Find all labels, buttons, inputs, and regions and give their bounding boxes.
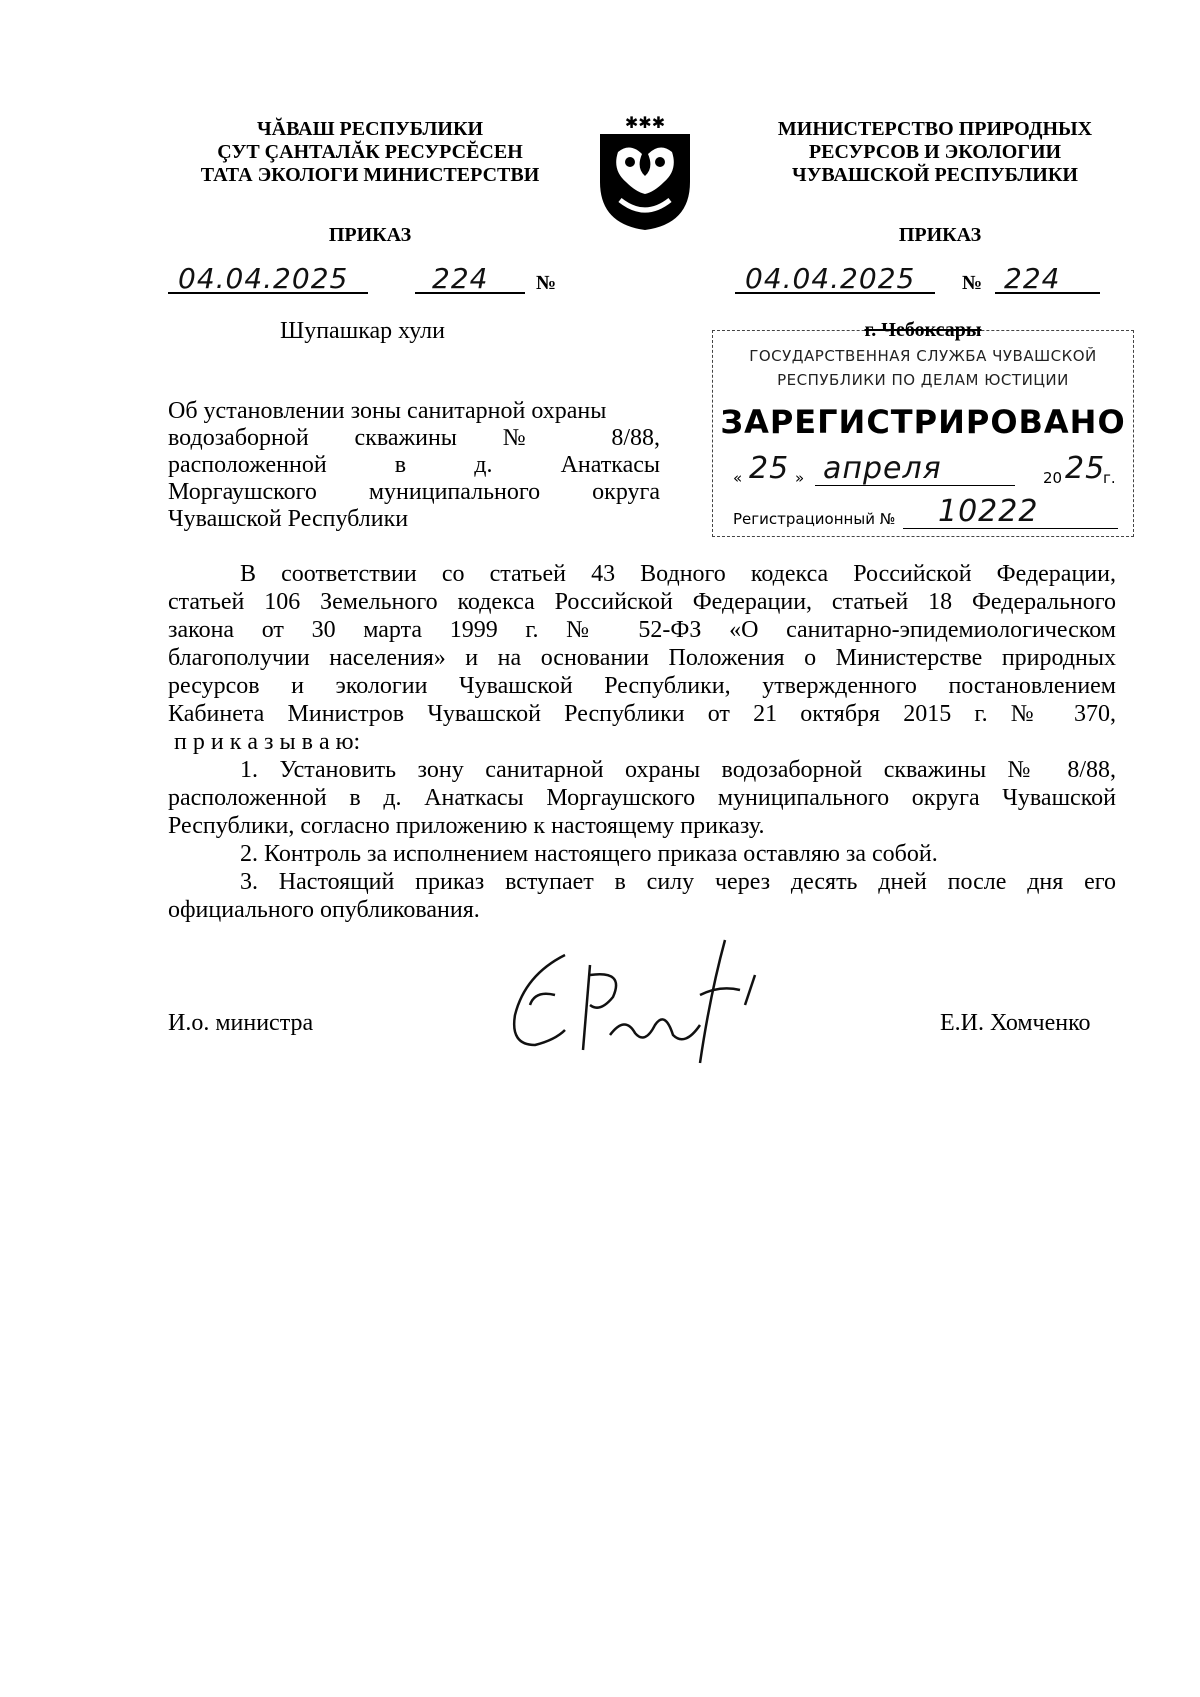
header-right bbox=[735, 118, 1135, 187]
number-sign-right: № bbox=[962, 272, 983, 294]
body-p1-line2: статьей 106 Земельного кодекса Российской Федерации, статьей 18 Федерального bbox=[168, 589, 1116, 615]
stamp-reg-label: Регистрационный № bbox=[733, 510, 896, 528]
date-right-handwritten: 04.04.2025 bbox=[745, 262, 916, 295]
stamp-month: апреля bbox=[823, 451, 942, 486]
title-line4: Моргаушского муниципального округа bbox=[168, 479, 660, 505]
header-left-line3: ТАТА ЭКОЛОГИ МИНИСТЕРСТВИ bbox=[200, 164, 540, 186]
body-p1-line5: ресурсов и экологии Чувашской Республики, утвержденного постановлением bbox=[168, 673, 1116, 699]
title-line3: расположенной в д. Анаткасы bbox=[168, 452, 660, 478]
stamp-line2: РЕСПУБЛИКИ ПО ДЕЛАМ ЮСТИЦИИ bbox=[777, 371, 1069, 389]
number-left-handwritten: 224 bbox=[432, 262, 489, 295]
stamp-month-underline bbox=[815, 485, 1015, 486]
body-item1-line2: расположенной в д. Анаткасы Моргаушского муниципального округа Чувашской bbox=[168, 785, 1116, 811]
header-right-line1: МИНИСТЕРСТВО ПРИРОДНЫХ bbox=[777, 118, 1093, 140]
city-left: Шупашкар хули bbox=[280, 318, 445, 344]
body-item1-line3: Республики, согласно приложению к настоящему приказу. bbox=[168, 813, 765, 839]
order-body bbox=[168, 560, 1116, 924]
number-right-underline bbox=[995, 292, 1100, 294]
title-line1: Об установлении зоны санитарной охраны bbox=[168, 398, 607, 424]
body-item1-line1: 1. Установить зону санитарной охраны водозаборной скважины № 8/88, bbox=[240, 757, 1116, 783]
stamp-quote-close: » bbox=[795, 469, 805, 487]
chuvash-emblem-icon bbox=[590, 112, 700, 232]
stamp-year-suffix: 25 bbox=[1065, 451, 1106, 486]
signer-name: Е.И. Хомченко bbox=[940, 1010, 1091, 1036]
stamp-line1: ГОСУДАРСТВЕННАЯ СЛУЖБА ЧУВАШСКОЙ bbox=[749, 347, 1097, 365]
body-item2: 2. Контроль за исполнением настоящего приказа оставляю за собой. bbox=[240, 841, 938, 867]
body-p1-line3: закона от 30 марта 1999 г. № 52-ФЗ «О санитарно-эпидемиологическом bbox=[168, 617, 1116, 643]
body-order-word: п р и к а з ы в а ю: bbox=[174, 729, 361, 755]
doc-type-left: ПРИКАЗ bbox=[328, 224, 412, 246]
header-left-line1: ЧĂВАШ РЕСПУБЛИКИ bbox=[256, 118, 484, 140]
number-left-underline bbox=[415, 292, 525, 294]
stamp-reg-underline bbox=[903, 528, 1118, 529]
stamp-reg-row bbox=[733, 496, 1123, 532]
registration-stamp bbox=[712, 319, 1134, 537]
doc-type-right: ПРИКАЗ bbox=[898, 224, 982, 246]
order-title bbox=[168, 398, 660, 533]
header-right-line3: ЧУВАШСКОЙ РЕСПУБЛИКИ bbox=[792, 164, 1078, 186]
stamp-year-g: г. bbox=[1103, 469, 1116, 487]
stamp-status: ЗАРЕГИСТРИРОВАНО bbox=[720, 403, 1126, 441]
header-left-line2: ÇУТ ÇАНТАЛĂК РЕСУРСĔСЕН bbox=[217, 141, 523, 163]
title-line5: Чувашской Республики bbox=[168, 506, 409, 532]
number-right-handwritten: 224 bbox=[1004, 262, 1061, 295]
body-p1-line6: Кабинета Министров Чувашской Республики от 21 октября 2015 г. № 370, bbox=[168, 701, 1116, 727]
stamp-city: г. Чебоксары bbox=[864, 319, 982, 341]
header-right-line2: РЕСУРСОВ И ЭКОЛОГИИ bbox=[808, 141, 1062, 163]
date-right-underline bbox=[735, 292, 935, 294]
stamp-quote-open: « bbox=[733, 469, 743, 487]
body-p1-line1: В соответствии со статьей 43 Водного кодекса Российской Федерации, bbox=[240, 561, 1116, 587]
body-item3-line2: официального опубликования. bbox=[168, 897, 480, 923]
stamp-day: 25 bbox=[749, 451, 790, 486]
title-line2: водозаборной скважины № 8/88, bbox=[168, 425, 660, 451]
date-left-underline bbox=[168, 292, 368, 294]
date-left-handwritten: 04.04.2025 bbox=[178, 262, 349, 295]
number-sign-left: № bbox=[536, 272, 557, 294]
stamp-date-row bbox=[733, 451, 1123, 491]
body-p1-line4: благополучии населения» и на основании Положения о Министерстве природных bbox=[168, 645, 1116, 671]
stamp-year-prefix: 20 bbox=[1043, 469, 1063, 487]
signer-position: И.о. министра bbox=[168, 1010, 314, 1036]
svg-text:✱✱✱: ✱✱✱ bbox=[624, 113, 666, 132]
stamp-reg-number: 10222 bbox=[938, 494, 1039, 529]
header-left bbox=[170, 118, 570, 187]
handwritten-signature bbox=[495, 935, 775, 1065]
body-item3-line1: 3. Настоящий приказ вступает в силу через десять дней после дня его bbox=[240, 869, 1116, 895]
